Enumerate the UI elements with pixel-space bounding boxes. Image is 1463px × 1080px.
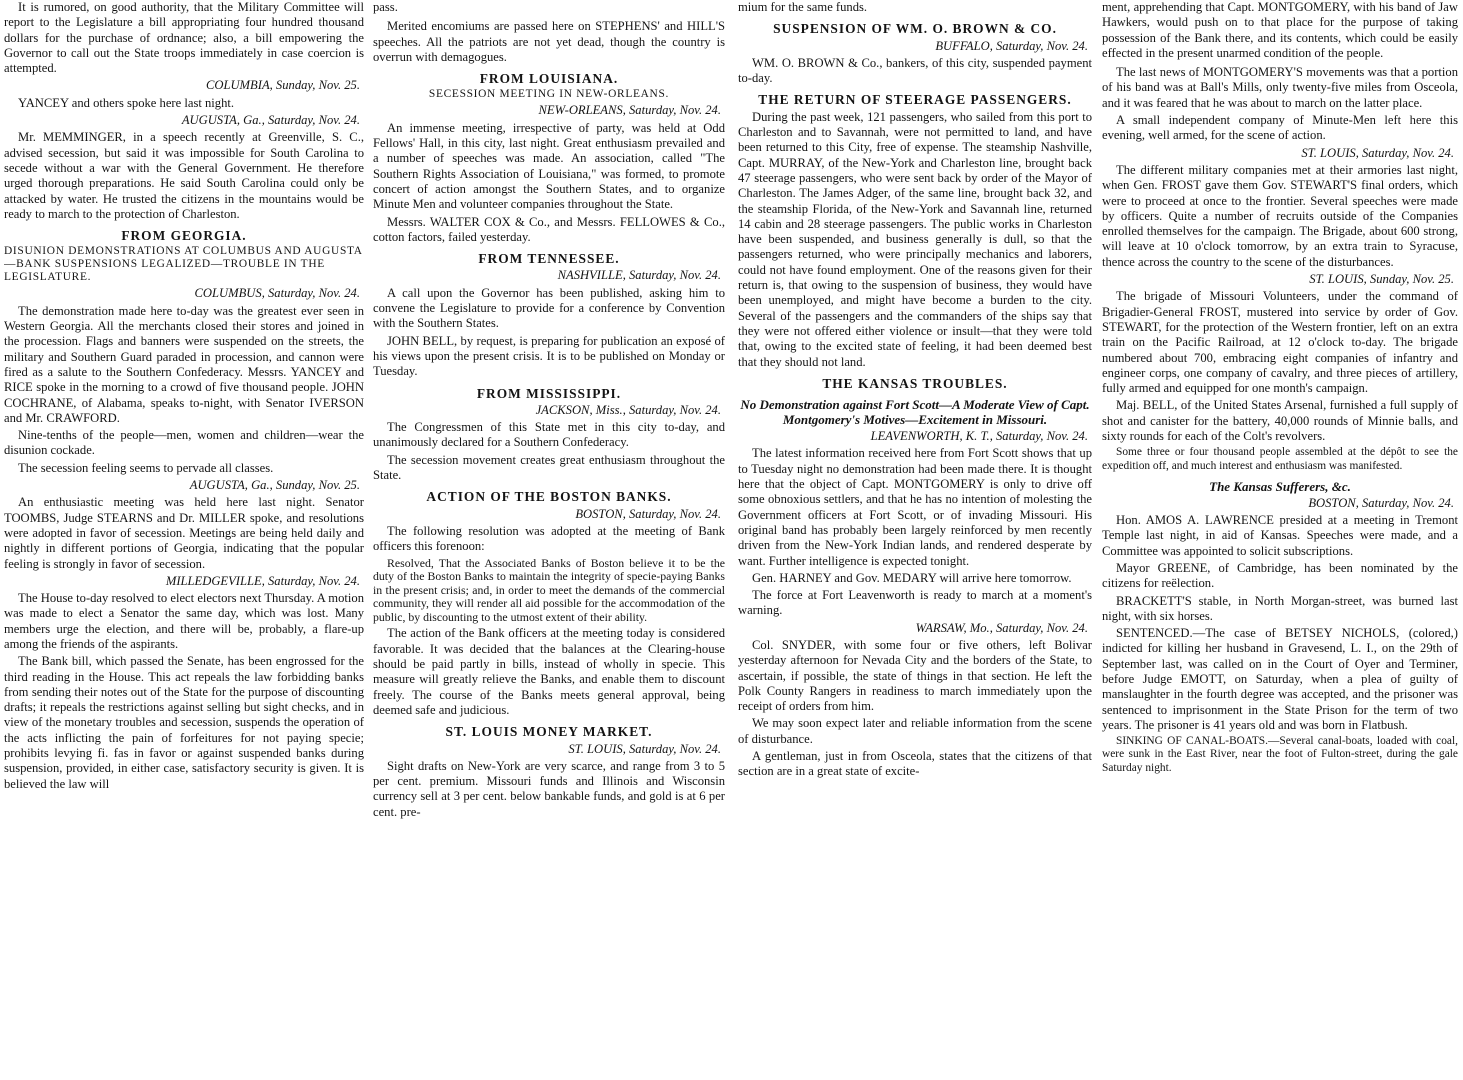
dateline: ST. LOUIS, Saturday, Nov. 24. bbox=[568, 741, 721, 756]
dateline: NEW-ORLEANS, Saturday, Nov. 24. bbox=[538, 103, 721, 118]
bold-heading: No Demonstration against Fort Scott—A Moderate View of Capt. Montgomery's Motives—Excitement in Missouri. bbox=[740, 397, 1090, 428]
bold-heading: The Kansas Sufferers, &c. bbox=[1209, 478, 1351, 494]
paragraph: Gen. HARNEY and Gov. MEDARY will arrive here tomorrow. bbox=[752, 570, 1072, 585]
paragraph: The different military companies met at their armories last night, when Gen. FROST gave them Gov. STEWART'S final orders, which were to proceed at once to the frontier. Several speeches were made by officers. Quite a number of recruits outside of the Companies enrolled themselves for the campaign. The Brigade, about 600 strong, will leave at 10 o'clock tomorrow, by an extra train to Syracuse, thence across the country to the scene of the disturbances. bbox=[1102, 162, 1458, 269]
paragraph: Col. SNYDER, with some four or five others, left Bolivar yesterday afternoon for Nevada City and the borders of the State, to ascertain, if possible, the state of things in that section. He left the Polk County Rangers in readiness to march immediately upon the receipt of orders from him. bbox=[738, 637, 1092, 714]
section-heading: ST. LOUIS MONEY MARKET. bbox=[445, 724, 653, 740]
paragraph: We may soon expect later and reliable information from the scene of disturbance. bbox=[738, 716, 1092, 746]
section-heading: ACTION OF THE BOSTON BANKS. bbox=[426, 489, 672, 505]
sub-heading: SECESSION MEETING IN NEW-ORLEANS. bbox=[428, 88, 670, 101]
paragraph: Messrs. WALTER COX & Co., and Messrs. FELLOWES & Co., cotton factors, failed yesterday. bbox=[373, 214, 725, 244]
dateline: ST. LOUIS, Sunday, Nov. 25. bbox=[1309, 272, 1454, 287]
dateline: MILLEDGEVILLE, Saturday, Nov. 24. bbox=[165, 573, 360, 588]
dateline: NASHVILLE, Saturday, Nov. 24. bbox=[557, 268, 721, 283]
paragraph: The Bank bill, which passed the Senate, has been engrossed for the third reading in the House. This act repeals the law forbidding banks from sending their notes out of the State for the purpose of discounting drafts; it repeals the restrictions against selling but sight checks, and in view of the monetary troubles and secession, suspends the operation of the acts inflicting the pain of forfeitures for not paying specie; prohibits levying fi. fas in favor or against suspended banks during suspension, provided, in either case, satisfactory security is given. It is believed the law will bbox=[4, 654, 364, 791]
paragraph: WM. O. BROWN & Co., bankers, of this city, suspended payment to-day. bbox=[738, 55, 1092, 86]
dateline: BUFFALO, Saturday, Nov. 24. bbox=[935, 38, 1088, 53]
section-heading: FROM LOUISIANA. bbox=[479, 71, 619, 87]
paragraph: A small independent company of Minute-Men left here this evening, well armed, for the scene of action. bbox=[1102, 113, 1458, 143]
paragraph: Some three or four thousand people assembled at the dépôt to see the expedition off, and much interest and enthusiasm was manifested. bbox=[1102, 446, 1458, 472]
paragraph: JOHN BELL, by request, is preparing for publication an exposé of his views upon the present crisis. It is to be published on Monday or Tuesday. bbox=[373, 333, 725, 379]
paragraph: An enthusiastic meeting was held here last night. Senator TOOMBS, Judge STEARNS and Dr. MILLER spoke, and resolutions were adopted in favor of secession. Meetings are being held daily and nightly in different portions of Georgia, indicating that the popular feeling is strongly in favor of secession. bbox=[4, 495, 364, 571]
paragraph: The brigade of Missouri Volunteers, under the command of Brigadier-General FROST, mustered into service by order of Gov. STEWART, for the protection of the Western frontier, left on an extra train on the Pacific Railroad, at 12 o'clock to-day. The brigade numbered about 700, embracing eight companies of infantry and engineer corps, one company of cavalry, and three pieces of artillery, fully armed and equipped for one month's campaign. bbox=[1102, 289, 1458, 396]
paragraph: The secession movement creates great enthusiasm throughout the State. bbox=[373, 452, 725, 483]
paragraph: Mayor GREENE, of Cambridge, has been nominated by the citizens for reëlection. bbox=[1102, 560, 1458, 591]
paragraph: The following resolution was adopted at the meeting of Bank officers this forenoon: bbox=[373, 523, 725, 554]
paragraph: YANCEY and others spoke here last night. bbox=[18, 95, 235, 110]
resolution-text: Resolved, That the Associated Banks of Boston believe it to be the duty of the Boston Banks to maintain the integrity of specie-paying Banks in the present crisis; and, in order to meet the demands of the commercial community, they will render all aid possible for the accommodation of the public, by discounting to the utmost extent of their ability. bbox=[373, 555, 725, 624]
paragraph: Sight drafts on New-York are very scarce, and range from 3 to 5 per cent. premium. Missouri funds and Illinois and Wisconsin currency sell at 3 per cent. below bankable funds, and gold is at 6 per cent. pre- bbox=[373, 758, 725, 819]
paragraph: A gentleman, just in from Osceola, states that the citizens of that section are in a great state of excite- bbox=[738, 749, 1092, 779]
paragraph: The Congressmen of this State met in this city to-day, and unanimously declared for a Southern Confederacy. bbox=[373, 420, 725, 450]
paragraph: A call upon the Governor has been published, asking him to convene the Legislature to provide for a conference by Convention with the Southern States. bbox=[373, 285, 725, 331]
paragraph: The force at Fort Leavenworth is ready to march at a moment's warning. bbox=[738, 588, 1092, 618]
section-heading: FROM TENNESSEE. bbox=[478, 251, 620, 267]
section-heading: THE KANSAS TROUBLES. bbox=[822, 375, 1008, 391]
section-heading: SUSPENSION OF WM. O. BROWN & CO. bbox=[773, 21, 1057, 37]
dateline: LEAVENWORTH, K. T., Saturday, Nov. 24. bbox=[870, 429, 1088, 444]
section-heading: FROM MISSISSIPPI. bbox=[476, 385, 622, 401]
section-heading: FROM GEORGIA. bbox=[121, 228, 247, 244]
paragraph-continued: mium for the same funds. bbox=[738, 0, 868, 14]
paragraph: It is rumored, on good authority, that the Military Committee will report to the Legislature a bill appropriating four hundred thousand dollars for the purchase of ordnance; also, a bill empowering the Governor to call out the State troops immediately in case coercion is attempted. bbox=[4, 0, 364, 76]
paragraph: SINKING OF CANAL-BOATS.—Several canal-boats, loaded with coal, were sunk in the East River, near the foot of Fulton-street, during the gale Saturday night. bbox=[1102, 735, 1458, 774]
paragraph: Mr. MEMMINGER, in a speech recently at Greenville, S. C., advised secession, but said it was impossible for South Carolina to secede without a war with the General Government. He therefore urged thorough preparations. He said South Carolina could only be attacked by water. He trusted the citizens in the mountains would be ready to march to the protection of Charleston. bbox=[4, 130, 364, 221]
paragraph: Nine-tenths of the people—men, women and children—wear the disunion cockade. bbox=[4, 428, 364, 458]
paragraph: The latest information received here from Fort Scott shows that up to Tuesday night no demonstration had been made there. It is thought here that the object of Capt. MONTGOMERY is only to drive off some obnoxious settlers, and that he has no intention of molesting the Government officers at Fort Scott, or of invading Missouri. His original band has probably been largely reinforced by men recently driven from the New-York Indian lands, and rendered desperate by want. Further intelligence is expected tonight. bbox=[738, 446, 1092, 568]
paragraph-continued: pass. bbox=[373, 0, 398, 14]
paragraph: Maj. BELL, of the United States Arsenal, furnished a full supply of shot and canister for the battery, 40,000 rounds of Minnie balls, and sixty rounds for each of the Colt's revolvers. bbox=[1102, 398, 1458, 444]
paragraph: Merited encomiums are passed here on STEPHENS' and HILL'S speeches. All the patriots are not yet dead, though the country is overrun with demagogues. bbox=[373, 19, 725, 64]
column-3 bbox=[738, 0, 1092, 1080]
dateline: WARSAW, Mo., Saturday, Nov. 24. bbox=[915, 620, 1088, 635]
dateline: ST. LOUIS, Saturday, Nov. 24. bbox=[1301, 145, 1454, 160]
column-4 bbox=[1102, 0, 1458, 1080]
paragraph: Hon. AMOS A. LAWRENCE presided at a meeting in Tremont Temple last night, in aid of Kansas. Speeches were made, and a Committee was appointed to solicit subscriptions. bbox=[1102, 513, 1458, 558]
paragraph-continued: ment, apprehending that Capt. MONTGOMERY, with his band of Jaw Hawkers, would push on to that place for the purpose of taking possession of the Bank there, and its contents, which could be easily effected in the present unarmed condition of the people. bbox=[1102, 0, 1458, 60]
column-2 bbox=[373, 0, 725, 1080]
paragraph: The House to-day resolved to elect electors next Thursday. A motion was made to elect a Senator the same day, which was lost. Many members urge the election, and there will be, probably, a flare-up among the friends of the aspirants. bbox=[4, 591, 364, 651]
dateline: AUGUSTA, Ga., Saturday, Nov. 24. bbox=[181, 113, 360, 128]
paragraph: SENTENCED.—The case of BETSEY NICHOLS, (colored,) indicted for killing her husband in Gravesend, L. I., on the 29th of September last, was called on in the Court of Oyer and Terminer, before Judge EMOTT, on Saturday, when a plea of guilty of manslaughter in the fourth degree was accepted, and the prisoner was sentenced to imprisonment in the State Prison for the term of two years. The prisoner is 41 years old and was born in Flatbush. bbox=[1102, 626, 1458, 732]
section-heading: THE RETURN OF STEERAGE PASSENGERS. bbox=[758, 92, 1072, 108]
paragraph: An immense meeting, irrespective of party, was held at Odd Fellows' Hall, in this city, last night. Great enthusiasm prevailed and a number of speeches was made. An association, called "The Southern Rights Association of Louisiana," was formed, to promote concert of action amongst the Southern States, and to organize Minute Men and volunteer companies throughout the State. bbox=[373, 120, 725, 212]
dateline: AUGUSTA, Ga., Sunday, Nov. 25. bbox=[189, 478, 360, 493]
paragraph: The secession feeling seems to pervade all classes. bbox=[18, 460, 274, 475]
paragraph: During the past week, 121 passengers, who sailed from this port to Charleston and to Savannah, were not permitted to land, and have been returned to this City, free of expense. The steamship Nashville, Capt. MURRAY, of the New-York and Charleston line, brought back 47 steerage passengers, who were sent back by order of the Mayor of Charleston. The James Adger, of the same line, brought back 32, and the steamship Florida, of the New-York and Savannah line, returned 14 cabin and 28 steerage passengers. The public works in Charleston have been suspended, and business generally is dull, so that the passengers returned, who were principally mechanics and laborers, could not have found employment. One of the reasons given for their return is, that owing to the suspension of business, they would have been unemployed, and might have become a burden to the city. Several of the passengers and the commanders of the ships say that they were not offered either violence or insult—that they were told that, owing to the excited state of feeling, it had been deemed best that they should not land. bbox=[738, 109, 1092, 369]
paragraph: The demonstration made here to-day was the greatest ever seen in Western Georgia. All the merchants closed their stores and joined in the procession. Flags and banners were suspended on the streets, the military and Southern Guard paraded in procession, and cannon were fired as a salute to the Southern Confederacy. Messrs. YANCEY and RICE spoke in the morning to a crowd of five thousand people. JOHN COCHRANE, of Alabama, speaks to-night, with Senator IVERSON and Mr. CRAWFORD. bbox=[4, 303, 364, 425]
dateline: BOSTON, Saturday, Nov. 24. bbox=[1308, 495, 1454, 510]
dateline: JACKSON, Miss., Saturday, Nov. 24. bbox=[535, 402, 721, 417]
paragraph: The last news of MONTGOMERY'S movements was that a portion of his band was at Ball's Mills, only twenty-five miles from Osceola, and it was feared that he was about to march on the latter place. bbox=[1102, 65, 1458, 110]
dateline: COLUMBUS, Saturday, Nov. 24. bbox=[194, 286, 360, 301]
sub-heading: DISUNION DEMONSTRATIONS AT COLUMBUS AND AUGUSTA—BANK SUSPENSIONS LEGALIZED—TROUBLE IN THE LEGISLATURE. bbox=[4, 245, 363, 284]
dateline: COLUMBIA, Sunday, Nov. 25. bbox=[205, 78, 360, 93]
paragraph: BRACKETT'S stable, in North Morgan-street, was burned last night, with six horses. bbox=[1102, 593, 1458, 623]
column-1 bbox=[4, 0, 364, 1080]
dateline: BOSTON, Saturday, Nov. 24. bbox=[575, 506, 721, 521]
paragraph: The action of the Bank officers at the meeting today is considered favorable. It was decided that the balances at the Clearing-house should be paid partly in bills, instead of wholly in specie. This measure will greatly relieve the Banks, and enable them to discount freely. The course of the Banks meets general approval, being deemed safe and judicious. bbox=[373, 626, 725, 717]
